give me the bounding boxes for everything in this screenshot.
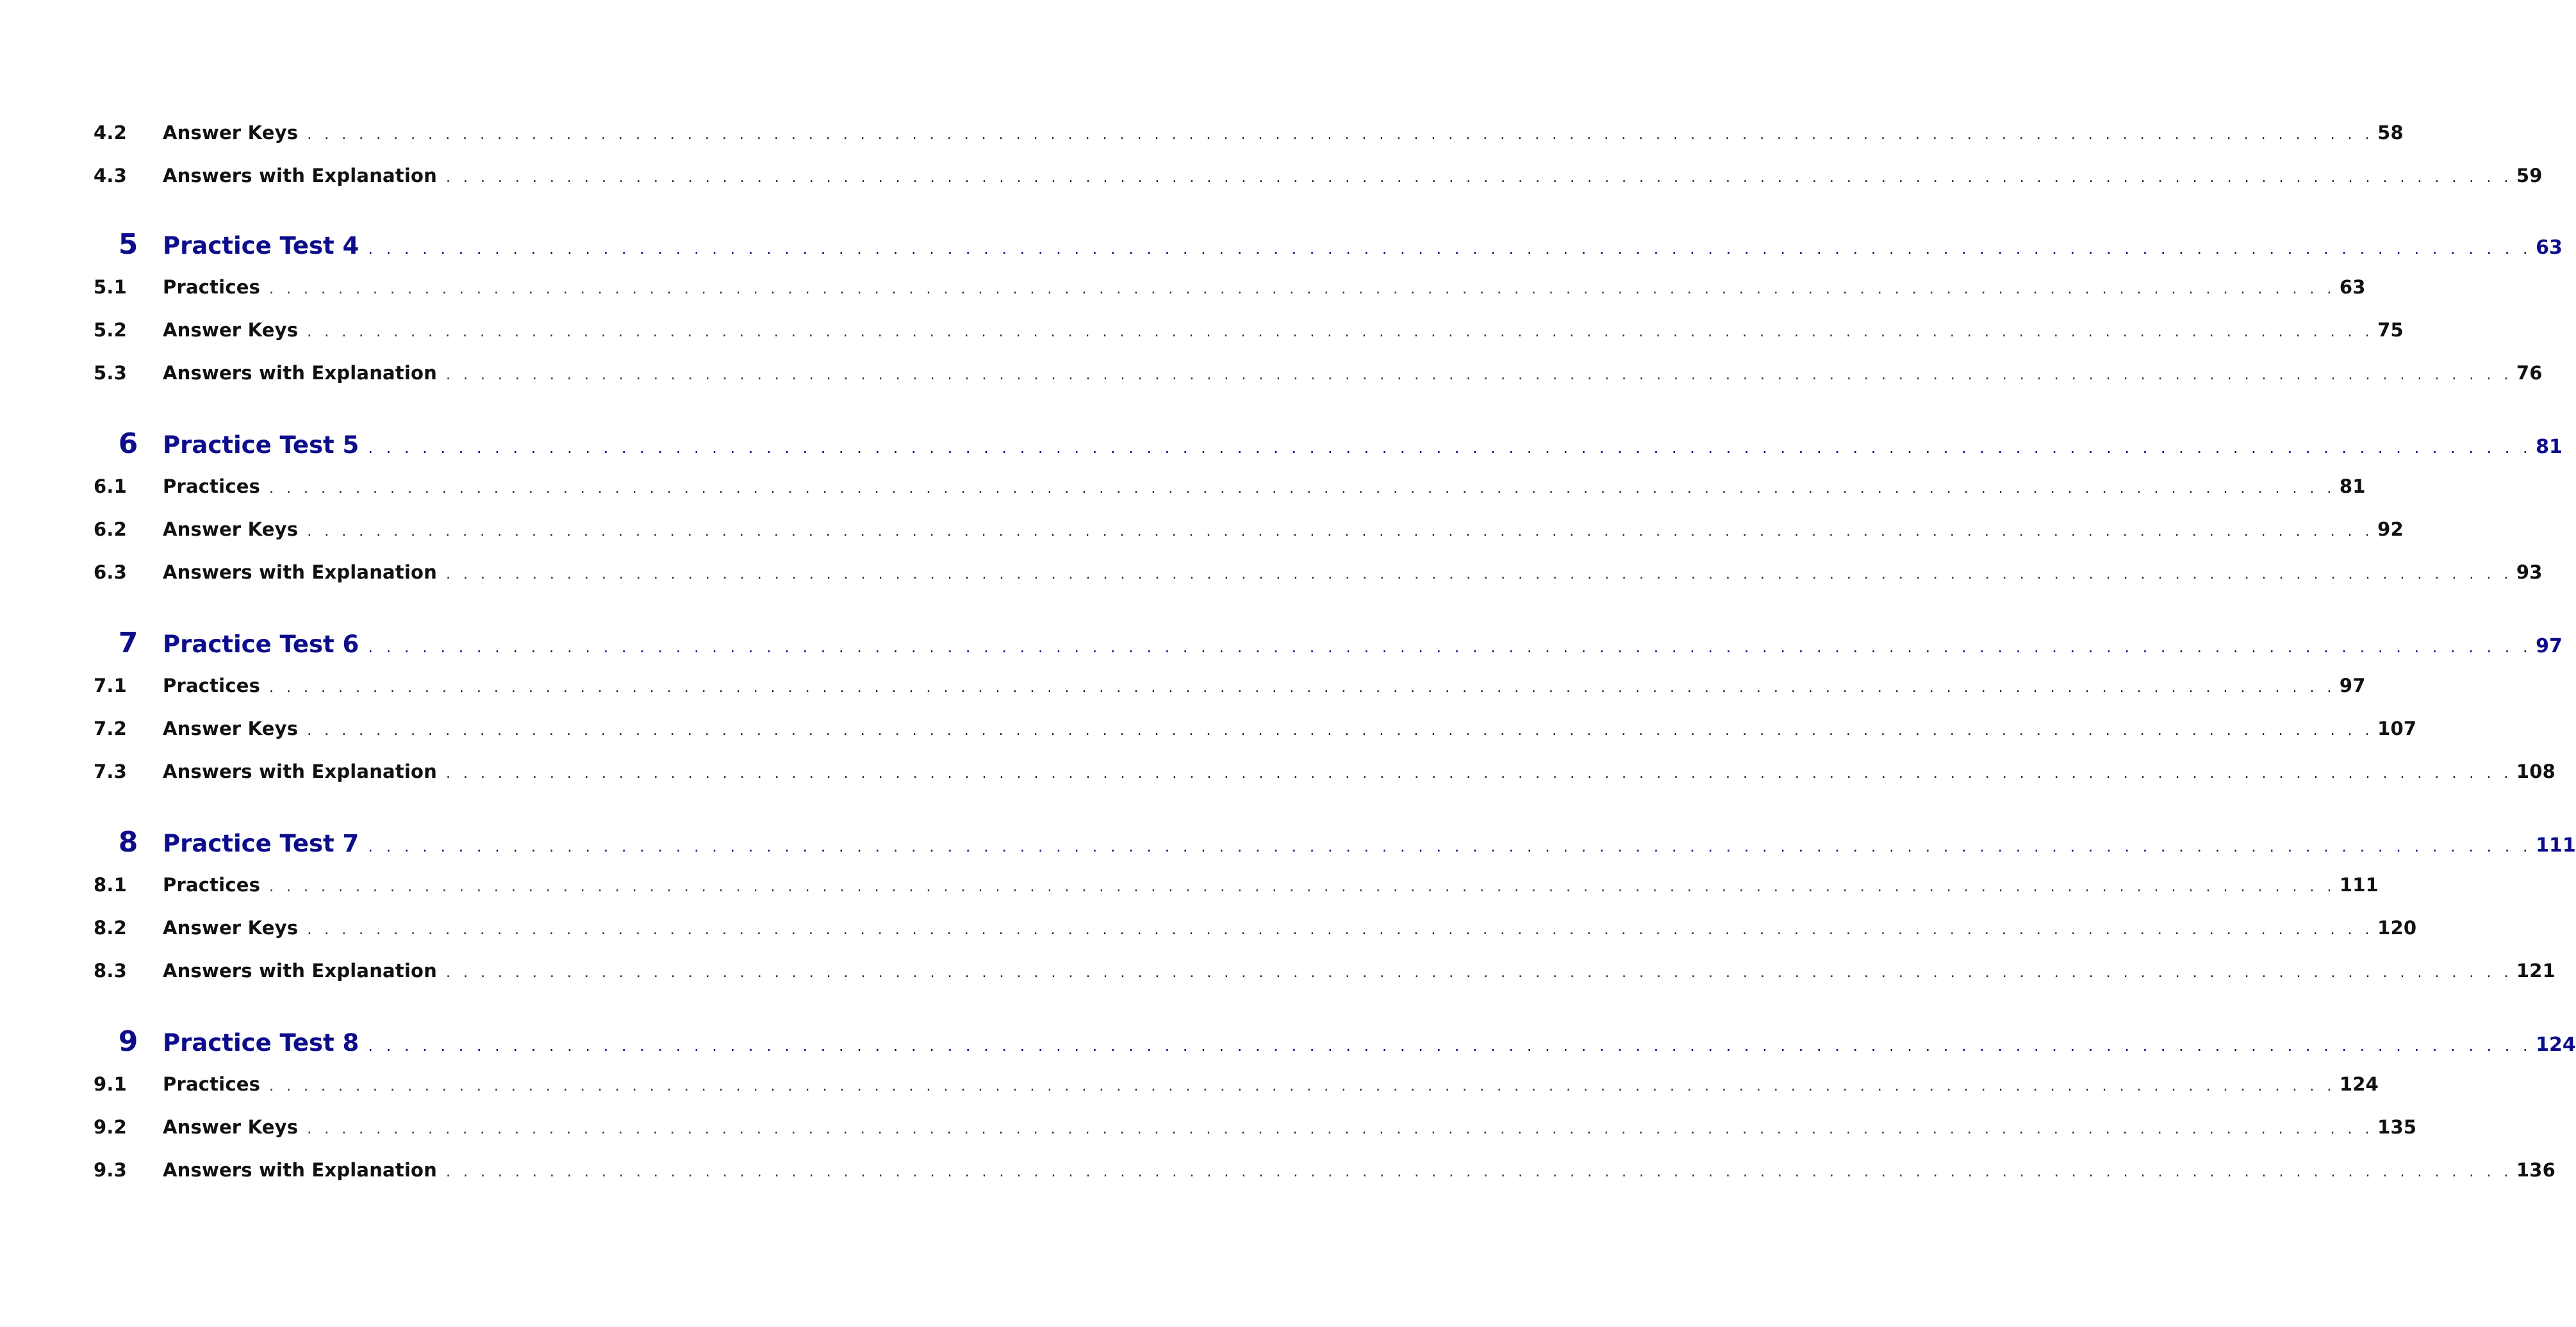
toc-entry-number: 9.3 <box>94 1159 127 1181</box>
toc-entry-title: Practice Test 7 <box>163 830 359 857</box>
toc-entry-page-number: 97 <box>2339 675 2366 696</box>
toc-section-entry[interactable] <box>94 761 2555 786</box>
toc-entry-title: Practices <box>163 675 261 696</box>
toc-entry-number: 8.3 <box>94 960 127 982</box>
toc-section-entry[interactable] <box>94 276 2366 302</box>
toc-entry-page-number: 92 <box>2377 518 2404 540</box>
toc-chapter-entry[interactable] <box>94 1025 2576 1059</box>
dot-leader: . . . . . . . . . . . . . . . . . . . . . . . . . . . . . . . . . . . . . . . . . . . . . . . . . . . . . . . . . . . . . . . . . . . . . . . . . . . . . . . . . . . . . . . . . . . . . . . . . . . . . . . . . . . . . . . . . . . . . . . . <box>269 879 2336 895</box>
toc-section-entry[interactable] <box>94 718 2417 743</box>
toc-chapter-number: 6 <box>118 427 138 460</box>
toc-entry-title: Answers with Explanation <box>163 1159 437 1181</box>
toc-entry-number: 4.2 <box>94 122 127 144</box>
dot-leader: . . . . . . . . . . . . . . . . . . . . . . . . . . . . . . . . . . . . . . . . . . . . . . . . . . . . . . . . . . . . . . . . . . . . . . . . . . . . . . . . . . . . . . . . . . . . . . . . . . . . . . . . . . . . . . . . . . . . . . . . <box>445 367 2513 383</box>
dot-leader: . . . . . . . . . . . . . . . . . . . . . . . . . . . . . . . . . . . . . . . . . . . . . . . . . . . . . . . . . . . . . . . . . . . . . . . . . . . . . . . . . . . . . . . . . . . . . . . . . . . . . . . . . . . . . . . . . . . . . . . . <box>445 566 2513 582</box>
dot-leader: . . . . . . . . . . . . . . . . . . . . . . . . . . . . . . . . . . . . . . . . . . . . . . . . . . . . . . . . . . . . . . . . . . . . . . . . . . . . . . . . . . . . . . . . . . . . . . . . . . . . . . . . . . . . . . . . . . . . . . . . <box>307 922 2374 938</box>
dot-leader: . . . . . . . . . . . . . . . . . . . . . . . . . . . . . . . . . . . . . . . . . . . . . . . . . . . . . . . . . . . . . . . . . . . . . . . . . . . . . . . . . . . . . . . . . . . . . . . . . . . . . . . . . . . . . . . . . . . . . . . . <box>307 1121 2374 1137</box>
toc-section-entry[interactable] <box>94 675 2366 700</box>
toc-entry-number: 8.2 <box>94 917 127 939</box>
toc-entry-title: Answer Keys <box>163 718 299 739</box>
toc-entry-page-number: 107 <box>2377 718 2417 739</box>
toc-entry-number <box>94 427 163 460</box>
dot-leader: . . . . . . . . . . . . . . . . . . . . . . . . . . . . . . . . . . . . . . . . . . . . . . . . . . . . . . . . . . . . . . . . . . . . . . . . . . . . . . . . . . . . . . . . . . . . . . . . . . . . . . . . . . . . . . . . . . . . . . . . <box>368 638 2532 656</box>
toc-chapter-entry[interactable] <box>94 228 2563 261</box>
toc-entry-number: 6.2 <box>94 518 127 540</box>
toc-entry-title: Answer Keys <box>163 1116 299 1138</box>
toc-entry-title: Practice Test 6 <box>163 631 359 658</box>
toc-chapter-number: 7 <box>118 627 138 659</box>
toc-entry-title: Practices <box>163 1073 261 1095</box>
toc-entry-page-number: 111 <box>2536 834 2576 857</box>
toc-entry-title: Answers with Explanation <box>163 362 437 384</box>
toc-section-entry[interactable] <box>94 917 2417 943</box>
toc-entry-page-number: 58 <box>2377 122 2404 144</box>
dot-leader: . . . . . . . . . . . . . . . . . . . . . . . . . . . . . . . . . . . . . . . . . . . . . . . . . . . . . . . . . . . . . . . . . . . . . . . . . . . . . . . . . . . . . . . . . . . . . . . . . . . . . . . . . . . . . . . . . . . . . . . . <box>445 965 2513 981</box>
toc-entry-page-number: 136 <box>2516 1159 2555 1181</box>
toc-entry-number <box>94 826 163 859</box>
toc-entry-title: Practices <box>163 475 261 497</box>
toc-entry-number: 7.2 <box>94 718 127 739</box>
toc-chapter-number: 9 <box>118 1025 138 1058</box>
toc-entry-page-number: 93 <box>2516 561 2543 583</box>
dot-leader: . . . . . . . . . . . . . . . . . . . . . . . . . . . . . . . . . . . . . . . . . . . . . . . . . . . . . . . . . . . . . . . . . . . . . . . . . . . . . . . . . . . . . . . . . . . . . . . . . . . . . . . . . . . . . . . . . . . . . . . . <box>445 170 2513 186</box>
toc-entry-page-number: 81 <box>2339 475 2366 497</box>
dot-leader: . . . . . . . . . . . . . . . . . . . . . . . . . . . . . . . . . . . . . . . . . . . . . . . . . . . . . . . . . . . . . . . . . . . . . . . . . . . . . . . . . . . . . . . . . . . . . . . . . . . . . . . . . . . . . . . . . . . . . . . . <box>368 240 2532 258</box>
toc-section-entry[interactable] <box>94 561 2543 587</box>
toc-entry-title: Practices <box>163 874 261 896</box>
toc-entry-number: 6.1 <box>94 475 127 497</box>
toc-chapter-entry[interactable] <box>94 826 2576 859</box>
toc-section-entry[interactable] <box>94 1159 2555 1185</box>
toc-section-entry[interactable] <box>94 319 2404 345</box>
dot-leader: . . . . . . . . . . . . . . . . . . . . . . . . . . . . . . . . . . . . . . . . . . . . . . . . . . . . . . . . . . . . . . . . . . . . . . . . . . . . . . . . . . . . . . . . . . . . . . . . . . . . . . . . . . . . . . . . . . . . . . . . <box>269 1078 2336 1094</box>
toc-entry-title: Answer Keys <box>163 319 299 341</box>
toc-entry-number <box>94 627 163 659</box>
toc-entry-number <box>94 228 163 261</box>
toc-entry-page-number: 75 <box>2377 319 2404 341</box>
toc-entry-number: 5.2 <box>94 319 127 341</box>
dot-leader: . . . . . . . . . . . . . . . . . . . . . . . . . . . . . . . . . . . . . . . . . . . . . . . . . . . . . . . . . . . . . . . . . . . . . . . . . . . . . . . . . . . . . . . . . . . . . . . . . . . . . . . . . . . . . . . . . . . . . . . . <box>307 523 2374 540</box>
toc-chapter-entry[interactable] <box>94 427 2563 461</box>
toc-section-entry[interactable] <box>94 874 2379 900</box>
toc-entry-page-number: 81 <box>2536 436 2563 458</box>
dot-leader: . . . . . . . . . . . . . . . . . . . . . . . . . . . . . . . . . . . . . . . . . . . . . . . . . . . . . . . . . . . . . . . . . . . . . . . . . . . . . . . . . . . . . . . . . . . . . . . . . . . . . . . . . . . . . . . . . . . . . . . . <box>307 723 2374 739</box>
dot-leader: . . . . . . . . . . . . . . . . . . . . . . . . . . . . . . . . . . . . . . . . . . . . . . . . . . . . . . . . . . . . . . . . . . . . . . . . . . . . . . . . . . . . . . . . . . . . . . . . . . . . . . . . . . . . . . . . . . . . . . . . <box>368 837 2532 855</box>
toc-entry-title: Answers with Explanation <box>163 165 437 186</box>
dot-leader: . . . . . . . . . . . . . . . . . . . . . . . . . . . . . . . . . . . . . . . . . . . . . . . . . . . . . . . . . . . . . . . . . . . . . . . . . . . . . . . . . . . . . . . . . . . . . . . . . . . . . . . . . . . . . . . . . . . . . . . . <box>445 1164 2513 1180</box>
toc-entry-number: 5.3 <box>94 362 127 384</box>
toc-entry-title: Practice Test 5 <box>163 431 359 459</box>
toc-section-entry[interactable] <box>94 362 2543 388</box>
toc-entry-number: 7.1 <box>94 675 127 696</box>
toc-entry-title: Answers with Explanation <box>163 561 437 583</box>
toc-entry-number <box>94 1025 163 1058</box>
toc-section-entry[interactable] <box>94 1073 2379 1099</box>
dot-leader: . . . . . . . . . . . . . . . . . . . . . . . . . . . . . . . . . . . . . . . . . . . . . . . . . . . . . . . . . . . . . . . . . . . . . . . . . . . . . . . . . . . . . . . . . . . . . . . . . . . . . . . . . . . . . . . . . . . . . . . . <box>445 766 2513 782</box>
toc-entry-page-number: 124 <box>2536 1034 2576 1056</box>
toc-entry-number: 7.3 <box>94 761 127 782</box>
toc-entry-number: 4.3 <box>94 165 127 186</box>
toc-entry-title: Practice Test 4 <box>163 232 359 260</box>
dot-leader: . . . . . . . . . . . . . . . . . . . . . . . . . . . . . . . . . . . . . . . . . . . . . . . . . . . . . . . . . . . . . . . . . . . . . . . . . . . . . . . . . . . . . . . . . . . . . . . . . . . . . . . . . . . . . . . . . . . . . . . . <box>269 680 2336 696</box>
toc-entry-number: 6.3 <box>94 561 127 583</box>
toc-entry-number: 8.1 <box>94 874 127 896</box>
toc-chapter-number: 8 <box>118 826 138 859</box>
toc-entry-page-number: 59 <box>2516 165 2543 186</box>
toc-section-entry[interactable] <box>94 518 2404 544</box>
toc-entry-page-number: 124 <box>2339 1073 2379 1095</box>
toc-entry-title: Answers with Explanation <box>163 761 437 782</box>
toc-entry-number: 5.1 <box>94 276 127 298</box>
dot-leader: . . . . . . . . . . . . . . . . . . . . . . . . . . . . . . . . . . . . . . . . . . . . . . . . . . . . . . . . . . . . . . . . . . . . . . . . . . . . . . . . . . . . . . . . . . . . . . . . . . . . . . . . . . . . . . . . . . . . . . . . <box>368 439 2532 457</box>
toc-entry-title: Practice Test 8 <box>163 1029 359 1057</box>
toc-section-entry[interactable] <box>94 1116 2417 1142</box>
toc-section-entry[interactable] <box>94 475 2366 501</box>
toc-entry-title: Answer Keys <box>163 122 299 144</box>
dot-leader: . . . . . . . . . . . . . . . . . . . . . . . . . . . . . . . . . . . . . . . . . . . . . . . . . . . . . . . . . . . . . . . . . . . . . . . . . . . . . . . . . . . . . . . . . . . . . . . . . . . . . . . . . . . . . . . . . . . . . . . . <box>307 324 2374 340</box>
toc-entry-number: 9.1 <box>94 1073 127 1095</box>
dot-leader: . . . . . . . . . . . . . . . . . . . . . . . . . . . . . . . . . . . . . . . . . . . . . . . . . . . . . . . . . . . . . . . . . . . . . . . . . . . . . . . . . . . . . . . . . . . . . . . . . . . . . . . . . . . . . . . . . . . . . . . . <box>368 1037 2532 1055</box>
toc-section-entry[interactable] <box>94 122 2404 147</box>
toc-entry-number: 9.2 <box>94 1116 127 1138</box>
toc-section-entry[interactable] <box>94 960 2555 985</box>
dot-leader: . . . . . . . . . . . . . . . . . . . . . . . . . . . . . . . . . . . . . . . . . . . . . . . . . . . . . . . . . . . . . . . . . . . . . . . . . . . . . . . . . . . . . . . . . . . . . . . . . . . . . . . . . . . . . . . . . . . . . . . . <box>269 481 2336 497</box>
toc-entry-title: Answers with Explanation <box>163 960 437 982</box>
toc-entry-title: Practices <box>163 276 261 298</box>
toc-entry-page-number: 97 <box>2536 635 2563 657</box>
toc-entry-page-number: 63 <box>2536 236 2563 259</box>
toc-entry-page-number: 108 <box>2516 761 2555 782</box>
dot-leader: . . . . . . . . . . . . . . . . . . . . . . . . . . . . . . . . . . . . . . . . . . . . . . . . . . . . . . . . . . . . . . . . . . . . . . . . . . . . . . . . . . . . . . . . . . . . . . . . . . . . . . . . . . . . . . . . . . . . . . . . <box>269 281 2336 297</box>
toc-entry-page-number: 121 <box>2516 960 2555 982</box>
dot-leader: . . . . . . . . . . . . . . . . . . . . . . . . . . . . . . . . . . . . . . . . . . . . . . . . . . . . . . . . . . . . . . . . . . . . . . . . . . . . . . . . . . . . . . . . . . . . . . . . . . . . . . . . . . . . . . . . . . . . . . . . <box>307 127 2374 143</box>
toc-entry-page-number: 120 <box>2377 917 2417 939</box>
toc-entry-title: Answer Keys <box>163 518 299 540</box>
toc-section-entry[interactable] <box>94 165 2543 190</box>
toc-entry-title: Answer Keys <box>163 917 299 939</box>
toc-entry-page-number: 63 <box>2339 276 2366 298</box>
toc-entry-page-number: 135 <box>2377 1116 2417 1138</box>
toc-chapter-entry[interactable] <box>94 627 2563 660</box>
toc-chapter-number: 5 <box>118 228 138 261</box>
toc-entry-page-number: 111 <box>2339 874 2379 896</box>
toc-entry-page-number: 76 <box>2516 362 2543 384</box>
